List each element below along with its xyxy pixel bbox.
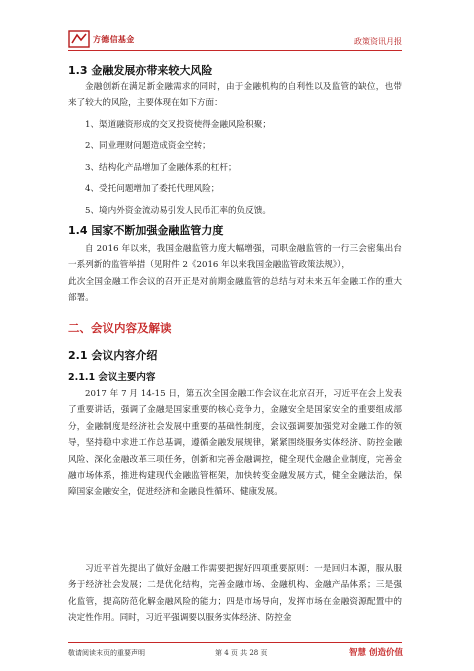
section-1-4-title: 1.4 国家不断加强金融监管力度 xyxy=(68,224,224,237)
risk-item: 4、受托问题增加了委托代理风险； xyxy=(85,184,220,195)
logo-mark-icon xyxy=(68,30,90,48)
risk-list xyxy=(68,117,402,219)
risk-item: 5、境内外资金流动易引发人民币汇率的负反馈。 xyxy=(85,205,271,216)
disclaimer-note: 敬请阅读末页的重要声明 xyxy=(68,649,145,657)
section-1-3-title: 1.3 金融发展亦带来较大风险 xyxy=(68,64,213,77)
section-2-1-1-paragraph: 2017 年 7 月 14-15 日，第五次全国金融工作会议在北京召开，习近平在会上发表了重要讲话，强调了金融是国家重要的核心竞争力，金融安全是国家安全的重要组成部分，金融制度是经济社会发展中重要的基础性制度，会议强调要加强党对金融工作的领导，坚持稳中求进工作总基调，遵循金融发展规律，紧紧围绕服务实体经济、防控金融风险、深化金融改革三项任务，创新和完善金融调控，健全现代金融企业制度，完善金融市场体系，推进构建现代金融监管框架，加快转变金融发展方式，健全金融法治，保障国家金融安全，促进经济和金融良性循环、健康发展。 xyxy=(68,389,402,498)
header-divider xyxy=(68,50,402,51)
section-2-title: 二、会议内容及解读 xyxy=(68,321,172,335)
company-logo xyxy=(68,28,135,50)
section-1-4-paragraph-cont: 此次全国金融工作会议的召开正是对前期金融监管的总结与对未来五年金融工作的重大部署。 xyxy=(68,276,402,304)
footer-divider xyxy=(68,642,402,643)
risk-item: 3、结构化产品增加了金融体系的杠杆； xyxy=(85,162,237,173)
risk-item: 2、同业理财问题造成资金空转； xyxy=(85,141,211,152)
footer-slogan: 智慧 创造价值 xyxy=(349,648,403,658)
section-1-4-paragraph: 自 2016 年以来，我国金融监管力度大幅增强，司职金融监管的一行三会密集出台一系列新的监管举措（见附件 2《2016 年以来我国金融监管政策法规》）， xyxy=(68,244,402,271)
logo-text: 方德信基金 xyxy=(93,34,135,44)
risk-item: 1、渠道融资形成的交叉投资使得金融风险积聚； xyxy=(85,120,271,130)
page-header xyxy=(68,28,402,58)
section-2-1-1-paragraph-2: 习近平首先提出了做好金融工作需要把握好四项重要原则：一是回归本源，服从服务于经济社会发展；二是优化结构，完善金融市场、金融机构、金融产品体系；三是强化监管，提高防范化解金融风险的能力；四是市场导向，发挥市场在金融资源配置中的决定性作用。同时，习近平强调要以服务实体经济、防控金 xyxy=(68,564,402,624)
page-number: 第 4 页 共 28 页 xyxy=(215,649,268,657)
section-2-1-1-title: 2.1.1 会议主要内容 xyxy=(68,372,156,383)
report-title: 政策资讯月报 xyxy=(354,37,402,46)
section-2-1-title: 2.1 会议内容介绍 xyxy=(68,349,158,362)
section-1-3-paragraph: 金融创新在满足新金融需求的同时，由于金融机构的自利性以及监管的缺位，也带来了较大的风险，主要体现在如下方面： xyxy=(68,82,402,109)
